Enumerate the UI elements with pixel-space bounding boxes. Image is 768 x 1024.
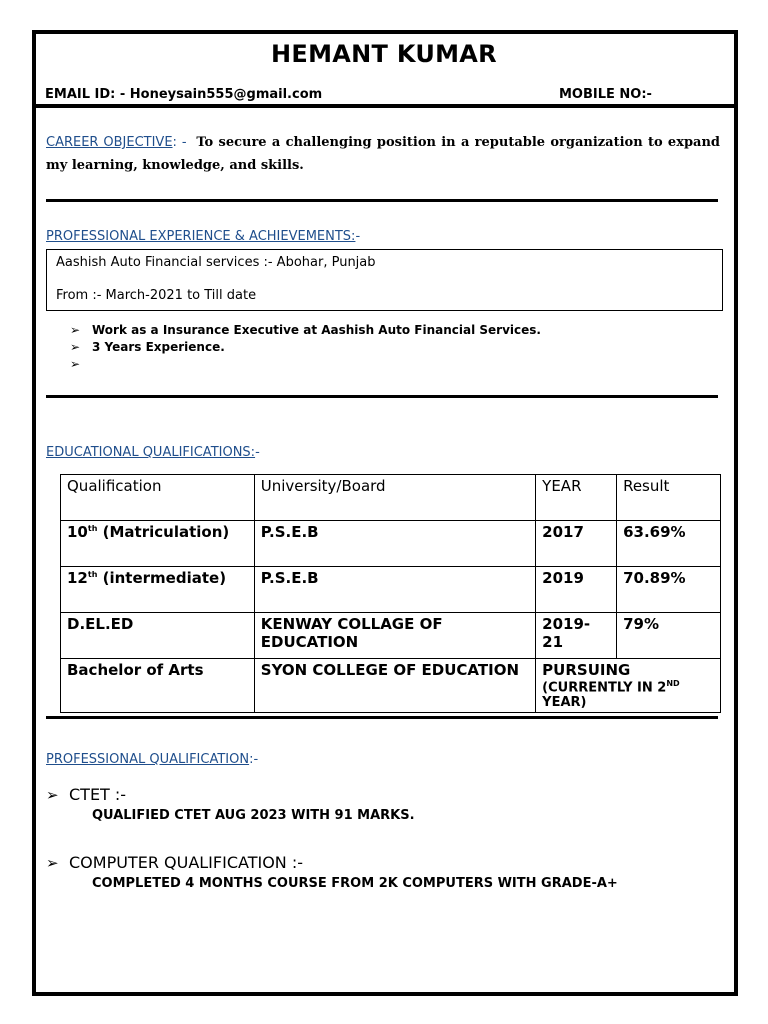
table-row bbox=[61, 613, 721, 659]
board-cell: P.S.E.B bbox=[254, 567, 535, 613]
objective-heading: CAREER OBJECTIVE: - bbox=[46, 135, 187, 150]
list-item bbox=[70, 357, 92, 371]
board-cell: P.S.E.B bbox=[254, 521, 535, 567]
table-row bbox=[61, 659, 721, 713]
header-divider bbox=[36, 104, 734, 108]
column-header: Result bbox=[617, 475, 721, 521]
result-cell: 63.69% bbox=[617, 521, 721, 567]
table-row bbox=[61, 521, 721, 567]
qualification-cell: Bachelor of Arts bbox=[61, 659, 255, 713]
table-row bbox=[61, 567, 721, 613]
candidate-name: HEMANT KUMAR bbox=[271, 40, 497, 68]
qualification-cell: 10th (Matriculation) bbox=[61, 521, 255, 567]
company-line: Aashish Auto Financial services :- Abohar, Punjab bbox=[56, 255, 376, 270]
qualification-detail: QUALIFIED CTET AUG 2023 WITH 91 MARKS. bbox=[92, 808, 415, 823]
list-item: ➢ COMPUTER QUALIFICATION :- bbox=[46, 853, 303, 872]
objective-text: To secure a challenging position in a reputable organization to expand my learning, knowledge, and skills. bbox=[46, 135, 721, 173]
experience-heading: PROFESSIONAL EXPERIENCE & ACHIEVEMENTS:- bbox=[46, 229, 361, 244]
table-header-row bbox=[61, 475, 721, 521]
section-divider bbox=[46, 716, 718, 719]
contact-info bbox=[36, 86, 734, 104]
experience-box bbox=[46, 249, 723, 311]
education-table bbox=[60, 474, 721, 713]
arrow-bullet-icon: ➢ bbox=[70, 357, 81, 371]
board-cell: KENWAY COLLAGE OF EDUCATION bbox=[254, 613, 535, 659]
status-cell bbox=[536, 659, 721, 713]
year-cell: 2019-21 bbox=[536, 613, 617, 659]
status-note: (CURRENTLY IN 2ND YEAR) bbox=[542, 679, 680, 711]
arrow-bullet-icon: ➢ bbox=[46, 854, 59, 872]
year-cell: 2017 bbox=[536, 521, 617, 567]
arrow-bullet-icon: ➢ bbox=[70, 323, 81, 337]
qualification-detail: COMPLETED 4 MONTHS COURSE FROM 2K COMPUTERS WITH GRADE-A+ bbox=[92, 876, 618, 891]
year-cell: 2019 bbox=[536, 567, 617, 613]
column-header: Qualification bbox=[61, 475, 255, 521]
result-cell: 79% bbox=[617, 613, 721, 659]
list-item: ➢ CTET :- bbox=[46, 785, 127, 804]
section-divider bbox=[46, 199, 718, 202]
professional-qualification-heading: PROFESSIONAL QUALIFICATION:- bbox=[46, 752, 259, 767]
email-id: EMAIL ID: - Honeysain555@gmail.com bbox=[45, 87, 323, 102]
qualification-cell: 12th (intermediate) bbox=[61, 567, 255, 613]
result-cell: 70.89% bbox=[617, 567, 721, 613]
career-objective bbox=[46, 131, 720, 177]
period-line: From :- March-2021 to Till date bbox=[56, 288, 257, 303]
column-header: YEAR bbox=[536, 475, 617, 521]
mobile-number: MOBILE NO:- bbox=[559, 87, 652, 102]
section-divider bbox=[46, 395, 718, 398]
column-header: University/Board bbox=[254, 475, 535, 521]
arrow-bullet-icon: ➢ bbox=[70, 340, 81, 354]
list-item: ➢ Work as a Insurance Executive at Aashish Auto Financial Services. bbox=[70, 323, 541, 337]
board-cell: SYON COLLEGE OF EDUCATION bbox=[254, 659, 535, 713]
qualification-cell: D.EL.ED bbox=[61, 613, 255, 659]
list-item: ➢ 3 Years Experience. bbox=[70, 340, 225, 354]
education-heading: EDUCATIONAL QUALIFICATIONS:- bbox=[46, 445, 260, 460]
status-text: PURSUING bbox=[542, 661, 631, 679]
arrow-bullet-icon: ➢ bbox=[46, 786, 59, 804]
